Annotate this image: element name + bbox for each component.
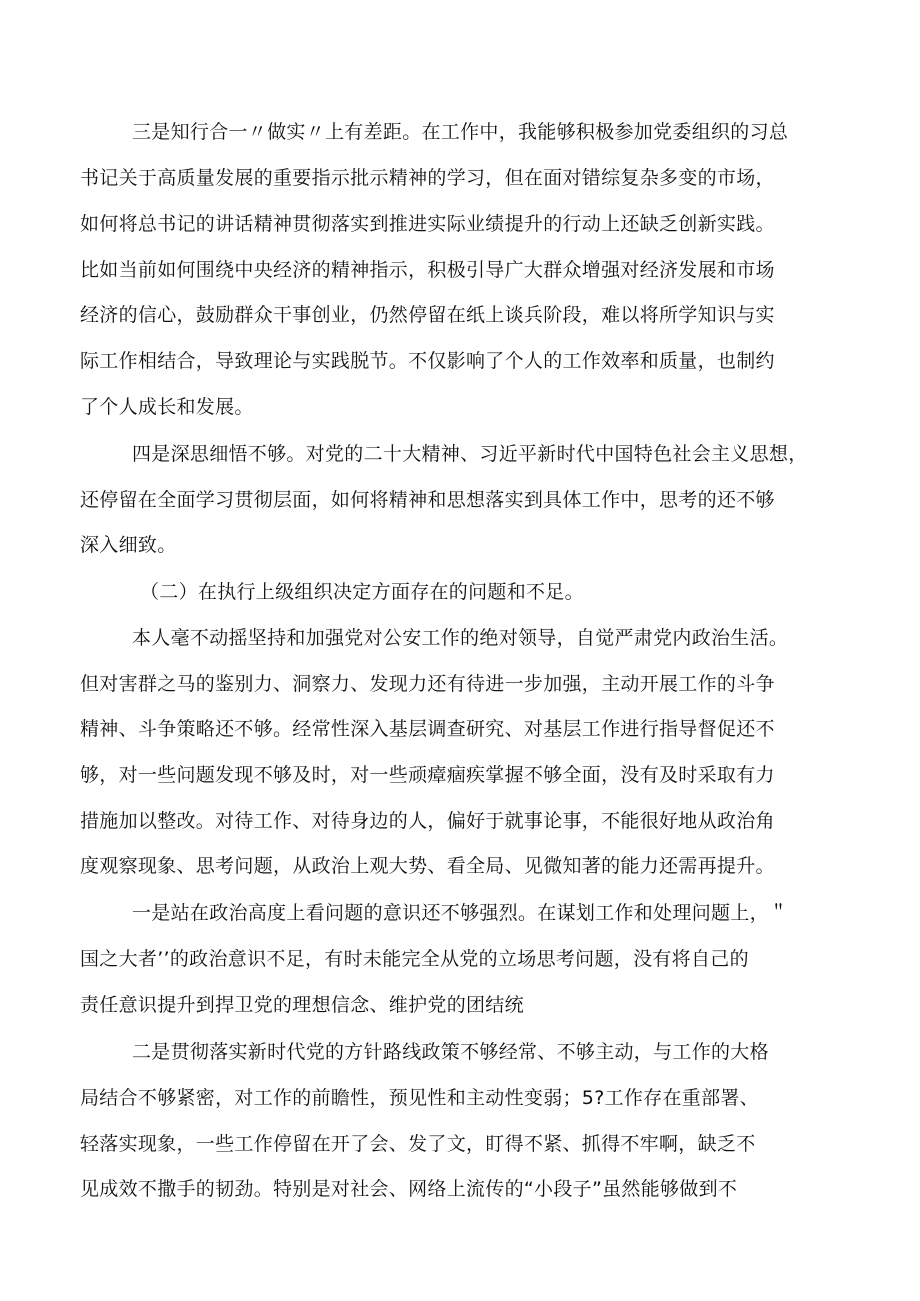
paragraph-line: 还停留在全面学习贯彻层面，如何将精神和思想落实到具体工作中，思考的还不够 bbox=[80, 489, 775, 511]
paragraph-line: 比如当前如何围绕中央经济的精神指示，积极引导广大群众增强对经济发展和市场 bbox=[80, 259, 775, 281]
paragraph-line: 精神、斗争策略还不够。经常性深入基层调查研究、对基层工作进行指导督促还不 bbox=[80, 718, 775, 740]
paragraph-line: 措施加以整改。对待工作、对待身边的人，偏好于就事论事，不能很好地从政治角 bbox=[80, 810, 775, 832]
paragraph-line: 度观察现象、思考问题，从政治上观大势、看全局、见微知著的能力还需再提升。 bbox=[80, 855, 775, 877]
paragraph-line: 经济的信心，鼓励群众干事创业，仍然停留在纸上谈兵阶段，难以将所学知识与实 bbox=[80, 304, 775, 326]
paragraph-line: 见成效不撒手的韧劲。特别是对社会、网络上流传的“小段子”虽然能够做到不 bbox=[80, 1178, 738, 1200]
paragraph-line: 但对害群之马的鉴别力、洞察力、发现力还有待进一步加强，主动开展工作的斗争 bbox=[80, 673, 775, 695]
paragraph-line: 四是深思细悟不够。对党的二十大精神、习近平新时代中国特色社会主义思想， bbox=[132, 443, 808, 465]
paragraph-line: 国之大者’’的政治意识不足，有时未能完全从党的立场思考问题，没有将自己的 bbox=[80, 948, 749, 970]
paragraph-line: 轻落实现象，一些工作停留在开了会、发了文，盯得不紧、抓得不牢啊，缺乏不 bbox=[80, 1133, 756, 1155]
section-heading: （二）在执行上级组织决定方面存在的问题和不足。 bbox=[140, 581, 584, 603]
paragraph-line: 够，对一些问题发现不够及时，对一些顽瘴痼疾掌握不够全面，没有及时采取有力 bbox=[80, 764, 775, 786]
paragraph-line: 书记关于高质量发展的重要指示批示精神的学习，但在面对错综复杂多变的市场， bbox=[80, 167, 775, 189]
paragraph-line: 际工作相结合，导致理论与实践脱节。不仅影响了个人的工作效率和质量，也制约 bbox=[80, 350, 775, 372]
paragraph-line: 二是贯彻落实新时代党的方针路线政策不够经常、不够主动，与工作的大格 bbox=[132, 1041, 769, 1063]
paragraph-line: 一是站在政治高度上看问题的意识还不够强烈。在谋划工作和处理问题上，＂ bbox=[132, 902, 789, 924]
paragraph-line: 如何将总书记的讲话精神贯彻落实到推进实际业绩提升的行动上还缺乏创新实践。 bbox=[80, 213, 775, 235]
paragraph-line: 了个人成长和发展。 bbox=[80, 396, 254, 418]
paragraph-line: 三是知行合一〃做实〃上有差距。在工作中，我能够积极参加党委组织的习总 bbox=[132, 121, 789, 143]
paragraph-line: 深入细致。 bbox=[80, 534, 177, 556]
paragraph-line: 责任意识提升到捍卫党的理想信念、维护党的团结统 bbox=[80, 994, 524, 1016]
paragraph-line: 本人毫不动摇坚持和加强党对公安工作的绝对领导，自觉严肃党内政治生活。 bbox=[132, 627, 789, 649]
paragraph-line: 局结合不够紧密，对工作的前瞻性，预见性和主动性变弱；5?工作存在重部署、 bbox=[80, 1087, 759, 1109]
